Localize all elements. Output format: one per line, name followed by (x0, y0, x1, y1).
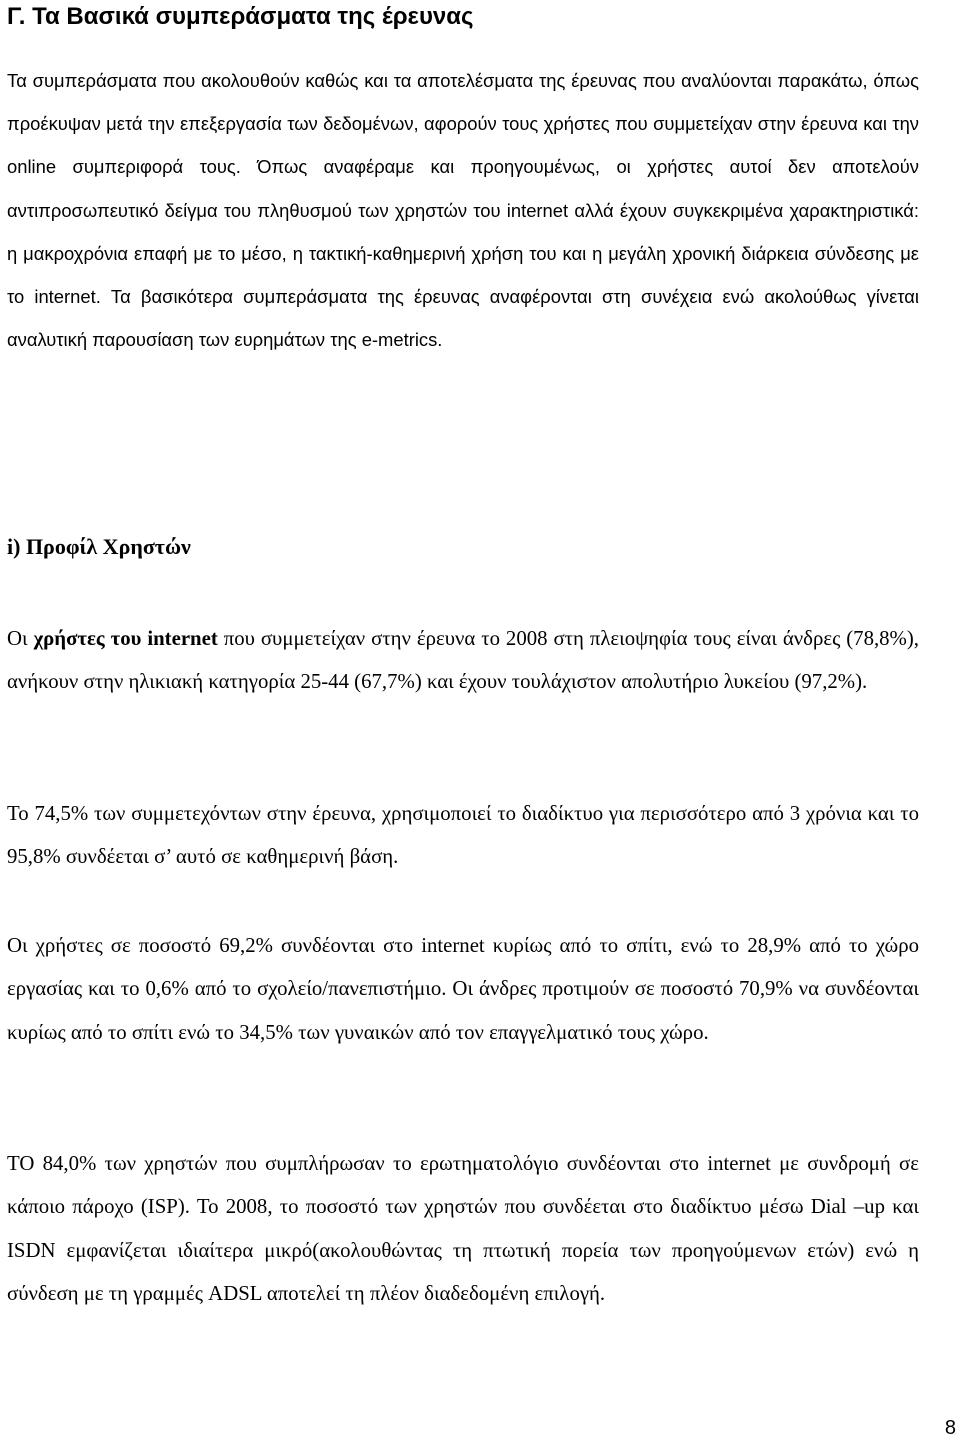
profile-bold-term: χρήστες του internet (33, 627, 218, 650)
profile-paragraph (7, 617, 919, 704)
section-title: Γ. Τα Βασικά συμπεράσματα της έρευνας (7, 3, 474, 30)
subsection-title: i) Προφίλ Χρηστών (7, 534, 191, 559)
location-paragraph: Οι χρήστες σε ποσοστό 69,2% συνδέονται στο internet κυρίως από το σπίτι, ενώ το 28,9% από το χώρο εργασίας και το 0,6% από το σχολείο/πανεπιστήμιο. Οι άνδρες προτιμούν σε ποσοστό 70,9% να συνδέονται κυρίως από το σπίτι ενώ το 34,5% των γυναικών από τον επαγγελματικό τους χώρο. (7, 934, 919, 1044)
profile-suffix: που συμμετείχαν στην έρευνα το 2008 στη πλειοψηφία τους είναι άνδρες (78,8%), ανήκουν στην ηλικιακή κατηγορία 25-44 (67,7%) και έχουν τουλάχιστον απολυτήριο λυκείου (97,2%). (7, 627, 920, 694)
page-number: 8 (944, 1417, 956, 1439)
intro-paragraph: Τα συμπεράσματα που ακολουθούν καθώς και τα αποτελέσματα της έρευνας που αναλύονται παρακάτω, όπως προέκυψαν μετά την επεξεργασία των δεδομένων, αφορούν τους χρήστες που συμμετείχαν στην έρευνα και την online συμπεριφορά τους. Όπως αναφέραμε και προηγουμένως, οι χρήστες αυτοί δεν αποτελούν αντιπροσωπευτικό δείγμα του πληθυσμού των χρηστών του internet αλλά έχουν συγκεκριμένα χαρακτηριστικά: η μακροχρόνια επαφή με το μέσο, η τακτική-καθημερινή χρήση του και η μεγάλη χρονική διάρκεια σύνδεσης με το internet. Τα βασικότερα συμπεράσματα της έρευνας αναφέρονται στη συνέχεια ενώ ακολούθως γίνεται αναλυτική παρουσίαση των ευρημάτων της e-metrics. (7, 70, 919, 351)
isp-paragraph: ΤΟ 84,0% των χρηστών που συμπλήρωσαν το ερωτηματολόγιο συνδέονται στο internet με συνδρομή σε κάποιο πάροχο (ISP). Το 2008, το ποσοστό των χρηστών που συνδέεται στο διαδίκτυο μέσω Dial –up και ISDN εμφανίζεται ιδιαίτερα μικρό(ακολουθώντας τη πτωτική πορεία των προηγούμενων ετών) ενώ η σύνδεση με τη γραμμές ADSL αποτελεί τη πλέον διαδεδομένη επιλογή. (7, 1152, 919, 1306)
document-page (7, 0, 920, 1306)
experience-paragraph: Το 74,5% των συμμετεχόντων στην έρευνα, χρησιμοποιεί το διαδίκτυο για περισσότερο από 3 χρόνια και το 95,8% συνδέεται σ’ αυτό σε καθημερινή βάση. (7, 802, 919, 869)
profile-prefix: Οι (7, 627, 34, 650)
